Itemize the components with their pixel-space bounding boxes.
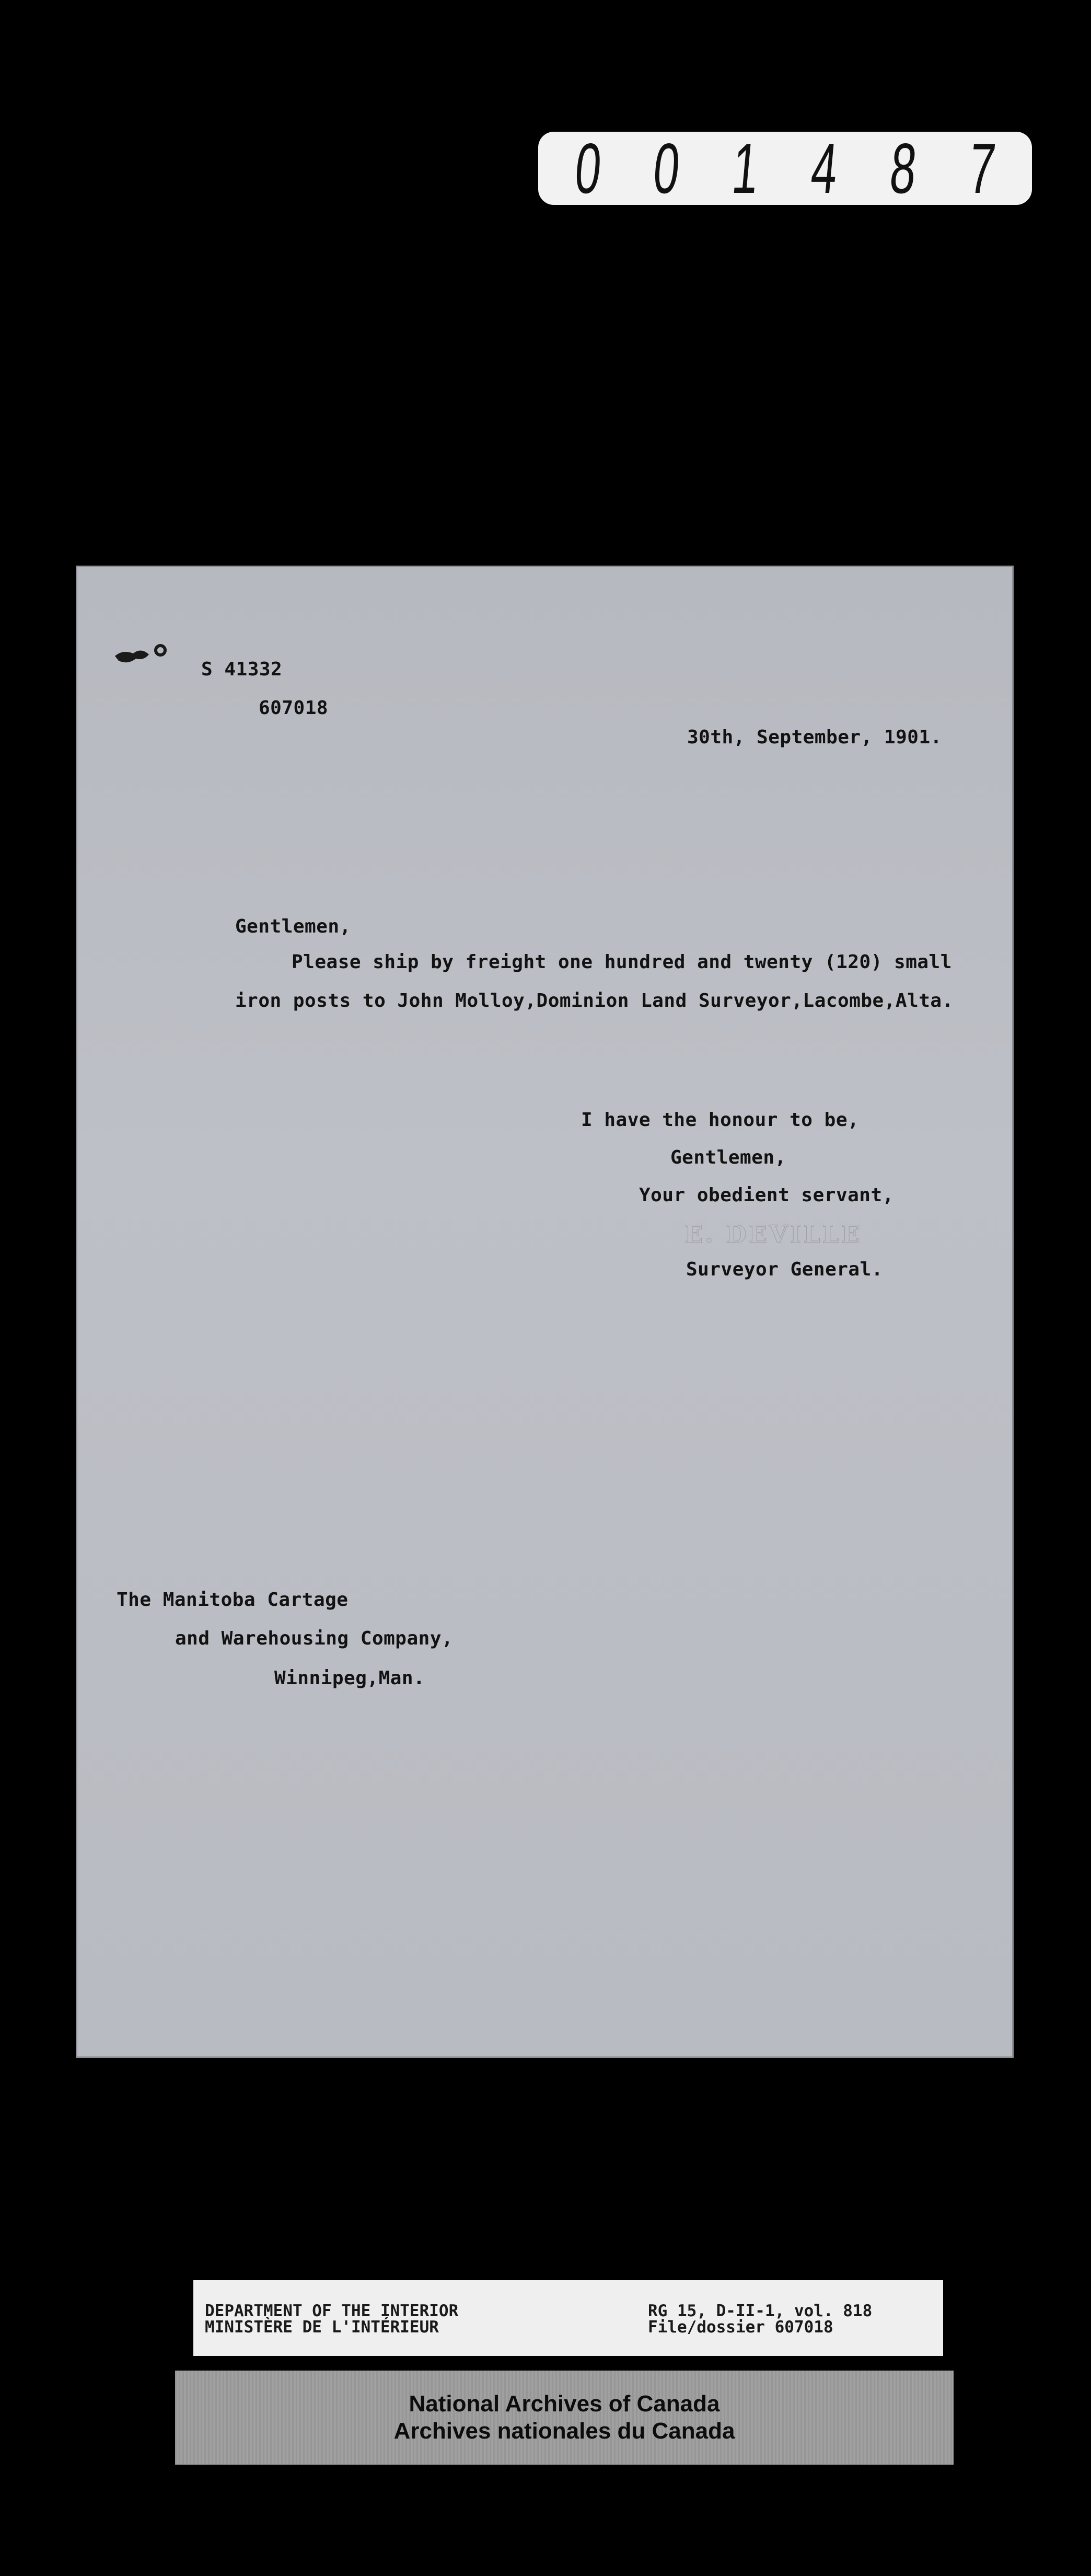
frame-digit: 0: [571, 129, 605, 208]
file-reference: S 41332: [201, 659, 283, 680]
closing-line: Your obedient servant,: [639, 1184, 894, 1206]
department-fr: MINISTÈRE DE L'INTÉRIEUR: [205, 2318, 439, 2337]
file-dossier: File/dossier 607018: [648, 2318, 833, 2337]
addressee-line: and Warehousing Company,: [175, 1628, 454, 1649]
letter-date: 30th, September, 1901.: [687, 727, 942, 748]
frame-digit: 0: [650, 129, 683, 208]
ink-blot-icon: [112, 643, 175, 669]
salutation: Gentlemen,: [235, 916, 351, 937]
archives-banner: [175, 2371, 954, 2465]
archive-reference-label: [193, 2280, 943, 2356]
body-line: Please ship by freight one hundred and twenty (120) small: [292, 951, 952, 973]
closing-line: Gentlemen,: [670, 1147, 786, 1168]
body-line: iron posts to John Molloy,Dominion Land Surveyor,Lacombe,Alta.: [235, 990, 954, 1011]
signature-stamp: E. DEVILLE: [684, 1220, 862, 1248]
frame-digit: 4: [808, 129, 841, 208]
frame-digit: 1: [729, 129, 762, 208]
frame-digit: 8: [887, 129, 920, 208]
record-group-volume: RG 15, D-II-1, vol. 818: [648, 2302, 873, 2320]
frame-number-label: [538, 129, 1032, 208]
department-en: DEPARTMENT OF THE INTERIOR: [205, 2302, 459, 2320]
addressee-line: The Manitoba Cartage: [117, 1589, 349, 1611]
frame-digit: 7: [966, 129, 999, 208]
archives-name-fr: Archives nationales du Canada: [393, 2418, 735, 2444]
signer-title: Surveyor General.: [686, 1259, 883, 1280]
letter-sheet: [76, 566, 1014, 2058]
closing-line: I have the honour to be,: [581, 1109, 860, 1131]
addressee-line: Winnipeg,Man.: [274, 1668, 425, 1689]
archives-name-en: National Archives of Canada: [409, 2391, 720, 2417]
file-number: 607018: [259, 697, 329, 719]
